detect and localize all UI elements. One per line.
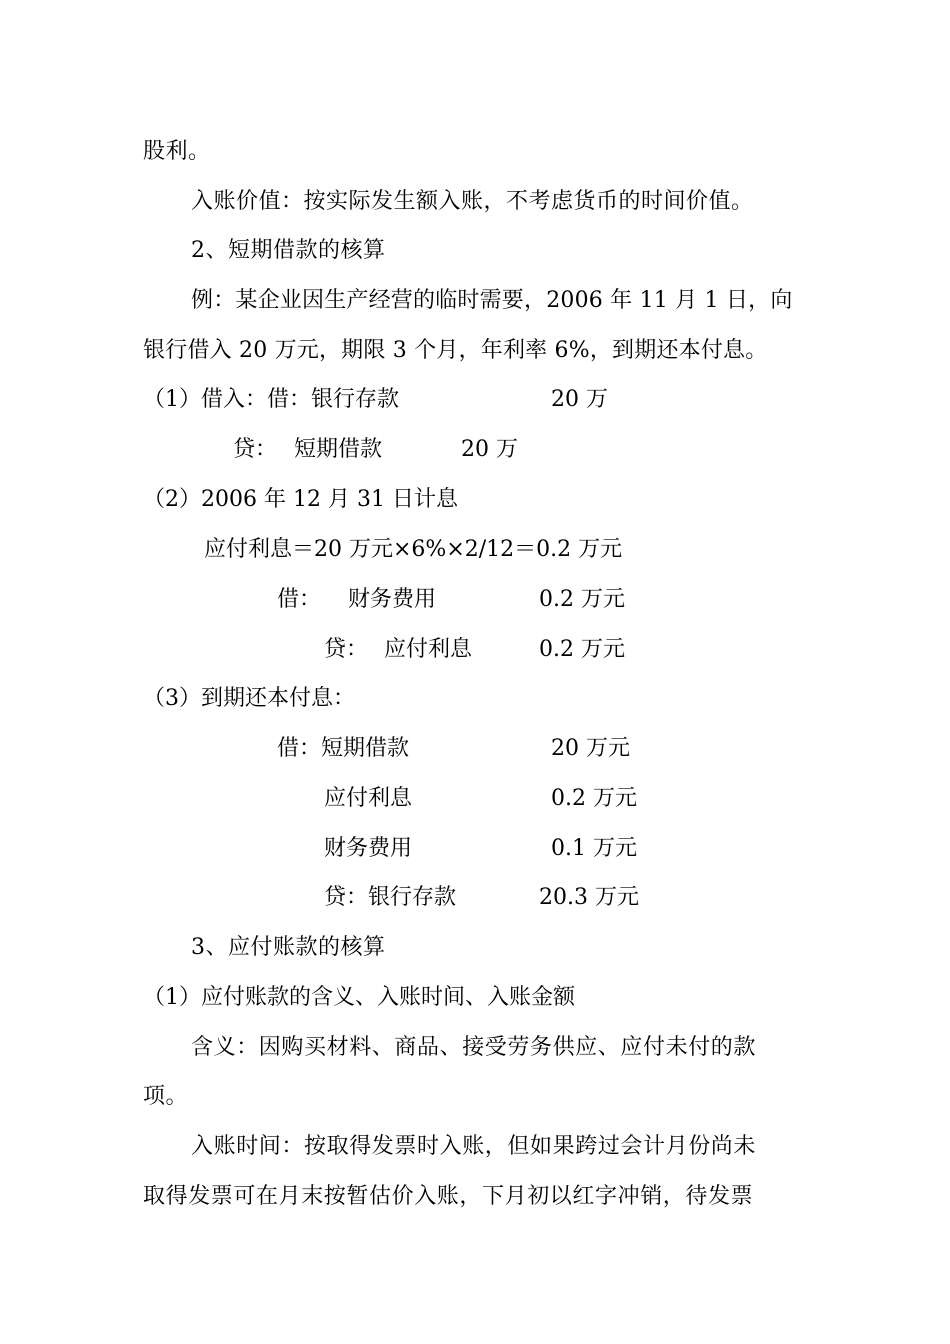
entry-account: 借：短期借款 xyxy=(277,736,410,761)
entry-amount: 20 万 xyxy=(461,437,518,462)
entry-amount: 0.2 万元 xyxy=(551,786,637,811)
entry-label: 借： xyxy=(277,587,322,612)
entry-amount: 20.3 万元 xyxy=(539,885,639,910)
entry-label: （1）借入：借：银行存款 xyxy=(143,387,399,412)
entry-amount: 0.2 万元 xyxy=(539,637,625,662)
text-line: （3）到期还本付息： xyxy=(143,686,355,711)
text-line: 入账价值：按实际发生额入账，不考虑货币的时间价值。 xyxy=(191,189,754,214)
entry-account: 财务费用 xyxy=(324,836,413,861)
section-heading: 2、短期借款的核算 xyxy=(191,238,386,263)
entry-amount: 0.2 万元 xyxy=(539,587,625,612)
entry-account: 应付利息 xyxy=(324,786,413,811)
entry-account: 短期借款 xyxy=(294,437,383,462)
entry-label: 贷： xyxy=(324,637,369,662)
text-line: 例：某企业因生产经营的临时需要，2006 年 11 月 1 日，向 xyxy=(191,288,793,313)
text-line: 股利。 xyxy=(143,139,211,164)
section-heading: 3、应付账款的核算 xyxy=(191,935,386,960)
entry-label: 贷： xyxy=(233,437,278,462)
text-line: 项。 xyxy=(143,1084,189,1109)
entry-account: 应付利息 xyxy=(384,637,473,662)
text-line: 取得发票可在月末按暂估价入账，下月初以红字冲销，待发票 xyxy=(143,1184,754,1209)
text-line: 银行借入 20 万元，期限 3 个月，年利率 6%，到期还本付息。 xyxy=(143,338,768,363)
text-line: 含义：因购买材料、商品、接受劳务供应、应付未付的款 xyxy=(191,1035,757,1060)
entry-amount: 20 万 xyxy=(551,387,608,412)
entry-account: 财务费用 xyxy=(348,587,437,612)
entry-amount: 0.1 万元 xyxy=(551,836,637,861)
text-line: （2）2006 年 12 月 31 日计息 xyxy=(143,487,458,512)
text-line: （1）应付账款的含义、入账时间、入账金额 xyxy=(143,985,575,1010)
formula-line: 应付利息＝20 万元×6%×2/12＝0.2 万元 xyxy=(204,537,623,562)
entry-amount: 20 万元 xyxy=(551,736,630,761)
entry-account: 贷：银行存款 xyxy=(324,885,457,910)
text-line: 入账时间：按取得发票时入账，但如果跨过会计月份尚未 xyxy=(191,1134,757,1159)
